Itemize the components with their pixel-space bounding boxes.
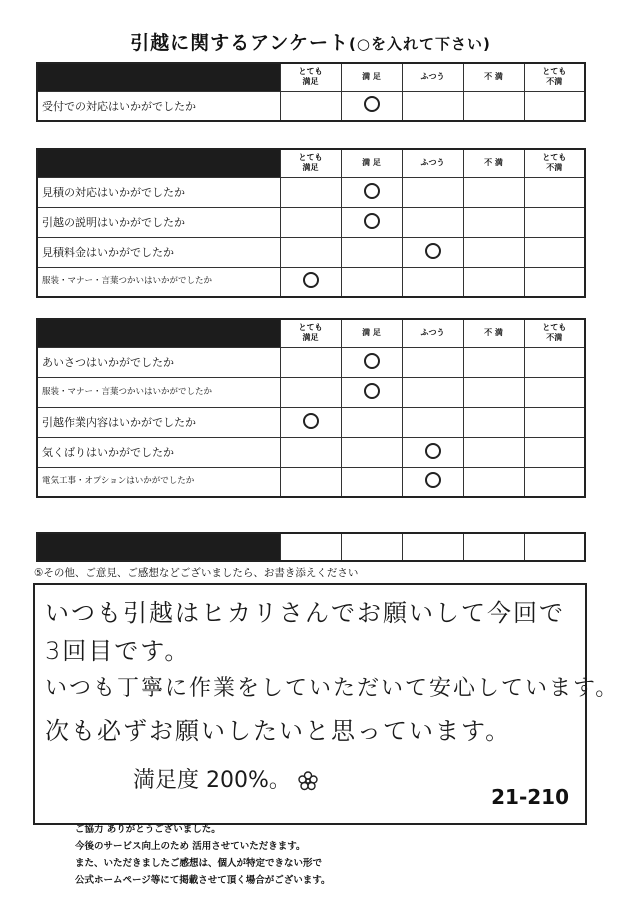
- rating-cell[interactable]: [463, 347, 524, 377]
- page-title: [0, 28, 621, 55]
- rating-label: ふつう: [402, 63, 463, 91]
- question-text: 引越の説明はいかがでしたか: [37, 207, 280, 237]
- rating-cell[interactable]: [341, 267, 402, 297]
- question-text: あいさつはいかがでしたか: [37, 347, 280, 377]
- table-row: [37, 177, 585, 207]
- circle-mark-icon: [364, 96, 380, 112]
- rating-cell[interactable]: [402, 533, 463, 561]
- circle-mark-icon: [364, 183, 380, 199]
- rating-cell[interactable]: [463, 377, 524, 407]
- question-text: 引越作業内容はいかがでしたか: [37, 407, 280, 437]
- rating-cell[interactable]: [280, 91, 341, 121]
- rating-cell[interactable]: [402, 177, 463, 207]
- question-text: 服装・マナー・言葉つかいはいかがでしたか: [37, 267, 280, 297]
- footer-line: 公式ホームページ等にて掲載させて頂く場合がございます。: [75, 875, 331, 886]
- rating-cell[interactable]: [280, 207, 341, 237]
- handwritten-line: いつも引越はヒカリさんでお願いして今回で: [45, 599, 565, 627]
- rating-cell[interactable]: [402, 237, 463, 267]
- rating-cell[interactable]: [463, 207, 524, 237]
- rating-cell[interactable]: [524, 437, 585, 467]
- section-header: [37, 63, 280, 91]
- table-row: [37, 237, 585, 267]
- section-header: [37, 149, 280, 177]
- rating-label: とても 不満: [524, 149, 585, 177]
- rating-cell[interactable]: [402, 407, 463, 437]
- rating-cell[interactable]: [524, 533, 585, 561]
- rating-cell[interactable]: [402, 91, 463, 121]
- rating-cell[interactable]: [341, 177, 402, 207]
- rating-cell[interactable]: [402, 437, 463, 467]
- question-text: 見積の対応はいかがでしたか: [37, 177, 280, 207]
- footer-note: [75, 821, 331, 889]
- rating-cell[interactable]: [341, 347, 402, 377]
- question-text: 見積料金はいかがでしたか: [37, 237, 280, 267]
- circle-mark-icon: [364, 383, 380, 399]
- table-row: [37, 207, 585, 237]
- rating-label: とても 満足: [280, 149, 341, 177]
- flower-icon: [298, 771, 318, 791]
- table-row: [37, 407, 585, 437]
- comment-prompt: ⑤その他、ご意見、ご感想などございましたら、お書き添えください: [34, 567, 359, 579]
- survey-section-reception: [36, 62, 586, 122]
- rating-label: 満 足: [341, 63, 402, 91]
- table-row: [37, 437, 585, 467]
- rating-cell[interactable]: [341, 407, 402, 437]
- handwritten-line: 3回目です。: [45, 637, 191, 665]
- circle-mark-icon: [303, 272, 319, 288]
- question-text: 電気工事・オプションはいかがでしたか: [37, 467, 280, 497]
- subtitle-text: (○を入れて下さい): [349, 35, 491, 53]
- rating-cell[interactable]: [524, 207, 585, 237]
- rating-cell[interactable]: [524, 267, 585, 297]
- circle-mark-icon: [425, 443, 441, 459]
- rating-cell[interactable]: [341, 207, 402, 237]
- rating-cell[interactable]: [341, 237, 402, 267]
- rating-cell[interactable]: [463, 407, 524, 437]
- rating-cell[interactable]: [463, 467, 524, 497]
- survey-section-moving-work: [36, 318, 586, 498]
- circle-mark-icon: [364, 353, 380, 369]
- handwritten-line: いつも丁寧に作業をしていただいて安心しています。: [45, 676, 620, 701]
- rating-cell[interactable]: [280, 177, 341, 207]
- rating-label: 不 満: [463, 149, 524, 177]
- rating-cell[interactable]: [280, 407, 341, 437]
- rating-cell[interactable]: [463, 533, 524, 561]
- rating-cell[interactable]: [280, 467, 341, 497]
- rating-cell[interactable]: [463, 437, 524, 467]
- circle-mark-icon: [364, 213, 380, 229]
- circle-mark-icon: [303, 413, 319, 429]
- rating-cell[interactable]: [463, 91, 524, 121]
- rating-label: とても 満足: [280, 63, 341, 91]
- signature-text: 満足度 200%。: [133, 768, 291, 793]
- rating-label: 不 満: [463, 319, 524, 347]
- rating-label: 満 足: [341, 149, 402, 177]
- rating-cell[interactable]: [280, 237, 341, 267]
- rating-cell[interactable]: [280, 347, 341, 377]
- table-row: [37, 267, 585, 297]
- rating-cell[interactable]: [524, 91, 585, 121]
- rating-cell[interactable]: [280, 377, 341, 407]
- rating-cell[interactable]: [524, 237, 585, 267]
- title-text: 引越に関するアンケート: [130, 32, 350, 54]
- rating-cell[interactable]: [280, 533, 341, 561]
- rating-cell[interactable]: [402, 207, 463, 237]
- section-header: [37, 319, 280, 347]
- rating-label: ふつう: [402, 319, 463, 347]
- rating-cell[interactable]: [524, 177, 585, 207]
- footer-line: また、いただきましたご感想は、個人が特定できない形で: [75, 858, 323, 869]
- survey-section-overall: [36, 532, 586, 562]
- rating-cell[interactable]: [463, 177, 524, 207]
- rating-cell[interactable]: [524, 467, 585, 497]
- footer-line: ご協力 ありがとうございました。: [75, 824, 221, 835]
- rating-cell[interactable]: [402, 267, 463, 297]
- rating-label: とても 不満: [524, 319, 585, 347]
- rating-cell[interactable]: [402, 377, 463, 407]
- rating-cell[interactable]: [524, 347, 585, 377]
- rating-cell[interactable]: [463, 267, 524, 297]
- question-text: 気くばりはいかがでしたか: [37, 437, 280, 467]
- handwritten-line: 次も必ずお願いしたいと思っています。: [45, 717, 512, 745]
- rating-cell[interactable]: [402, 347, 463, 377]
- comment-box[interactable]: [33, 583, 620, 825]
- rating-cell[interactable]: [341, 437, 402, 467]
- footer-line: 今後のサービス向上のため 活用させていただきます。: [75, 841, 306, 852]
- rating-cell[interactable]: [463, 237, 524, 267]
- signature: [133, 763, 318, 794]
- rating-cell[interactable]: [341, 467, 402, 497]
- rating-label: ふつう: [402, 149, 463, 177]
- table-row: [37, 377, 585, 407]
- circle-mark-icon: [425, 472, 441, 488]
- rating-cell[interactable]: [524, 377, 585, 407]
- circle-mark-icon: [425, 243, 441, 259]
- survey-section-estimate: [36, 148, 586, 298]
- question-text: 服装・マナー・言葉つかいはいかがでしたか: [37, 377, 280, 407]
- form-code: 21-210: [491, 785, 569, 809]
- rating-label: 不 満: [463, 63, 524, 91]
- rating-cell[interactable]: [280, 437, 341, 467]
- table-row: [37, 467, 585, 497]
- rating-cell[interactable]: [524, 407, 585, 437]
- section-header: [37, 533, 280, 561]
- rating-cell[interactable]: [341, 533, 402, 561]
- rating-cell[interactable]: [402, 467, 463, 497]
- rating-cell[interactable]: [341, 377, 402, 407]
- rating-label: 満 足: [341, 319, 402, 347]
- rating-cell[interactable]: [280, 267, 341, 297]
- table-row: [37, 91, 585, 121]
- table-row: [37, 347, 585, 377]
- question-text: 受付での対応はいかがでしたか: [37, 91, 280, 121]
- rating-label: とても 不満: [524, 63, 585, 91]
- rating-cell[interactable]: [341, 91, 402, 121]
- rating-label: とても 満足: [280, 319, 341, 347]
